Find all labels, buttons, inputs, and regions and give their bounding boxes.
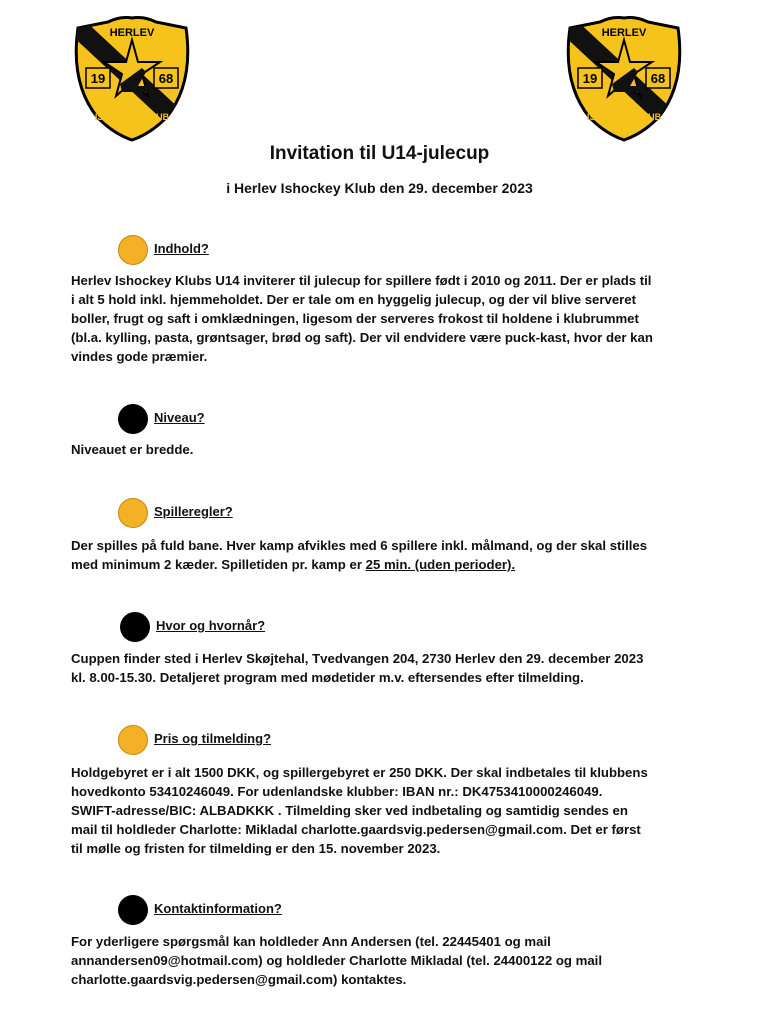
text-line: til mølle og fristen for tilmelding er den 15. november 2023. bbox=[71, 841, 441, 856]
text-line: kl. 8.00-15.30. Detaljeret program med mødetider m.v. eftersendes efter tilmelding. bbox=[71, 670, 584, 685]
black-bullet-icon bbox=[118, 404, 148, 434]
orange-bullet-icon bbox=[118, 235, 148, 265]
page-subtitle: i Herlev Ishockey Klub den 29. december 2023 bbox=[226, 180, 533, 196]
svg-text:68: 68 bbox=[650, 71, 666, 86]
orange-bullet-icon bbox=[118, 498, 148, 528]
text-line: Der spilles på fuld bane. Hver kamp afvikles med 6 spillere inkl. målmand, og der skal stilles bbox=[71, 538, 648, 553]
section-body-niveau bbox=[71, 440, 691, 459]
svg-text:ISHOCKEY KLUB: ISHOCKEY KLUB bbox=[94, 112, 170, 122]
svg-text:HERLEV: HERLEV bbox=[109, 27, 155, 39]
page-title: Invitation til U14-julecup bbox=[269, 143, 490, 164]
section-heading-pris bbox=[118, 725, 338, 755]
svg-text:68: 68 bbox=[158, 71, 174, 86]
section-heading-label: Kontaktinformation? bbox=[154, 901, 282, 916]
orange-bullet-icon bbox=[118, 725, 148, 755]
black-bullet-icon bbox=[120, 612, 150, 642]
text-line bbox=[71, 555, 691, 574]
underlined-duration: 25 min. (uden perioder). bbox=[365, 557, 516, 572]
section-heading-niveau bbox=[118, 404, 318, 434]
section-heading-hvor bbox=[120, 612, 340, 642]
text-line: annandersen09@hotmail.com) og holdleder Charlotte Mikladal (tel. 24400122 og mail bbox=[71, 953, 602, 968]
section-heading-label: Indhold? bbox=[154, 241, 209, 256]
svg-text:19: 19 bbox=[582, 71, 598, 86]
herlev-logo-right bbox=[560, 14, 688, 142]
section-heading-label: Spilleregler? bbox=[154, 504, 233, 519]
text-segment: med minimum 2 kæder. Spilletiden pr. kamp er bbox=[71, 557, 362, 572]
text-line: charlotte.gaardsvig.pedersen@gmail.com) kontaktes. bbox=[71, 972, 407, 987]
text-line: Cuppen finder sted i Herlev Skøjtehal, Tvedvangen 204, 2730 Herlev den 29. december 2023 bbox=[71, 651, 644, 666]
section-body-indhold bbox=[71, 271, 691, 366]
section-heading-label: Pris og tilmelding? bbox=[154, 731, 272, 746]
text-line: For yderligere spørgsmål kan holdleder Ann Andersen (tel. 22445401 og mail bbox=[71, 934, 551, 949]
text-line: mail til holdleder Charlotte: Mikladal charlotte.gaardsvig.pedersen@gmail.com. Det er først bbox=[71, 822, 641, 837]
svg-text:HERLEV: HERLEV bbox=[601, 27, 647, 39]
text-line: Holdgebyret er i alt 1500 DKK, og spillergebyret er 250 DKK. Der skal indbetales til klubbens bbox=[71, 765, 648, 780]
text-line: hovedkonto 53410246049. For udenlandske klubber: IBAN nr.: DK4753410000246049. bbox=[71, 784, 603, 799]
text-line: Niveauet er bredde. bbox=[71, 442, 194, 457]
black-bullet-icon bbox=[118, 895, 148, 925]
section-body-kontakt bbox=[71, 932, 691, 989]
section-heading-indhold bbox=[118, 235, 318, 265]
section-body-pris bbox=[71, 763, 691, 858]
svg-text:19: 19 bbox=[90, 71, 106, 86]
section-body-spilleregler bbox=[71, 536, 691, 574]
text-line: i alt 5 hold inkl. hjemmeholdet. Der er tale om en hyggelig julecup, og der vil blive serveret bbox=[71, 292, 637, 307]
herlev-logo-left bbox=[68, 14, 196, 142]
section-heading-label: Hvor og hvornår? bbox=[156, 618, 266, 633]
text-line: vindes gode præmier. bbox=[71, 349, 208, 364]
text-line: Herlev Ishockey Klubs U14 inviterer til julecup for spillere født i 2010 og 2011. Der er plads til bbox=[71, 273, 652, 288]
text-line: SWIFT-adresse/BIC: ALBADKKK . Tilmelding sker ved indbetaling og samtidig sendes en bbox=[71, 803, 628, 818]
svg-text:ISHOCKEY KLUB: ISHOCKEY KLUB bbox=[586, 112, 662, 122]
text-line: boller, frugt og saft i omklædningen, ligesom der serveres frokost til holdene i klubrummet bbox=[71, 311, 639, 326]
section-body-hvor bbox=[71, 649, 691, 687]
text-line: (bl.a. kylling, pasta, grøntsager, brød og saft). Der vil endvidere være puck-kast, hvor der kan bbox=[71, 330, 653, 345]
section-heading-kontakt bbox=[118, 895, 358, 925]
section-heading-spilleregler bbox=[118, 498, 318, 528]
section-heading-label: Niveau? bbox=[154, 410, 205, 425]
